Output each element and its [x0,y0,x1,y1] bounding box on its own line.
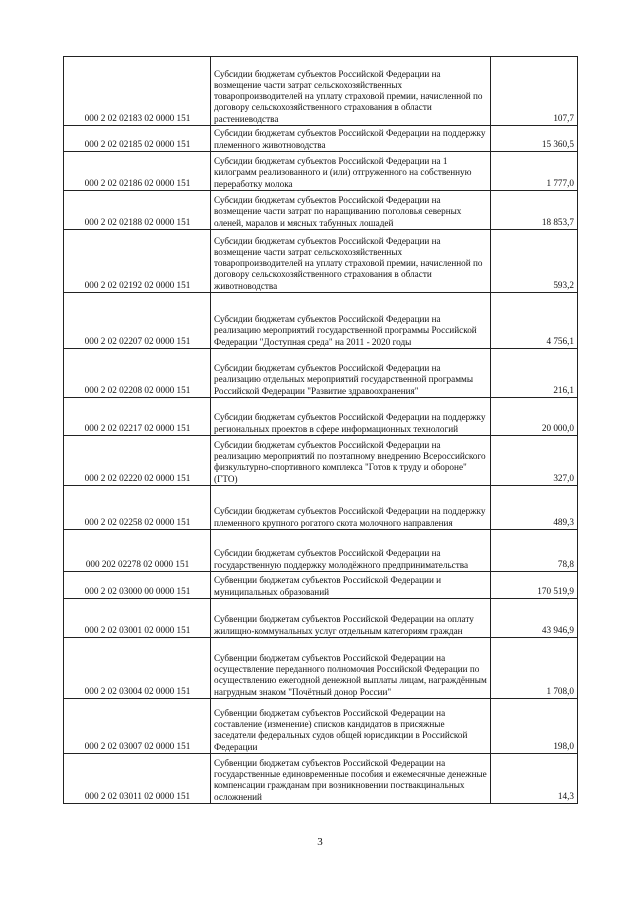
table-body [64,57,578,804]
amount-cell: 18 853,7 [491,191,578,230]
amount-cell: 107,7 [491,57,578,126]
description-cell: Субвенции бюджетам субъектов Российской Федерации и муниципальных образований [211,572,491,599]
table-row [64,398,578,436]
code-cell: 000 2 02 02186 02 0000 151 [64,152,211,191]
description-cell: Субсидии бюджетам субъектов Российской Федерации на поддержку племенного крупного рогатого скота молочного направления [211,486,491,530]
amount-cell: 489,3 [491,486,578,530]
code-cell: 000 2 02 03001 02 0000 151 [64,599,211,638]
code-cell: 000 2 02 02188 02 0000 151 [64,191,211,230]
amount-cell: 327,0 [491,436,578,486]
code-cell: 000 2 02 03011 02 0000 151 [64,754,211,804]
page-number: 3 [317,836,323,848]
amount-cell: 1 708,0 [491,638,578,699]
table-row [64,530,578,572]
code-cell: 000 2 02 02207 02 0000 151 [64,293,211,349]
description-cell: Субсидии бюджетам субъектов Российской Федерации на реализацию мероприятий государственной программы Российской Федерации "Доступная среда" на 2011 - 2020 годы [211,293,491,349]
table-row [64,486,578,530]
description-cell: Субвенции бюджетам субъектов Российской Федерации на составление (изменение) списков кандидатов в присяжные заседатели федеральных судов общей юрисдикции в Российской Федерации [211,699,491,754]
code-cell: 000 2 02 03000 00 0000 151 [64,572,211,599]
description-cell: Субсидии бюджетам субъектов Российской Федерации на возмещение части затрат сельскохозяйственных товаропроизводителей на уплату страховой премии, начисленной по договору сельскохозяйственного страхования в области животноводства [211,230,491,293]
description-cell: Субсидии бюджетам субъектов Российской Федерации на 1 килограмм реализованного и (или) отгруженного на собственную переработку молока [211,152,491,191]
code-cell: 000 2 02 02220 02 0000 151 [64,436,211,486]
budget-table [63,56,578,804]
description-cell: Субвенции бюджетам субъектов Российской Федерации на оплату жилищно-коммунальных услуг отдельным категориям граждан [211,599,491,638]
amount-cell: 198,0 [491,699,578,754]
code-cell: 000 2 02 02217 02 0000 151 [64,398,211,436]
table-row [64,230,578,293]
code-cell: 000 2 02 02185 02 0000 151 [64,126,211,152]
description-cell: Субсидии бюджетам субъектов Российской Федерации на возмещение части затрат по наращиванию поголовья северных оленей, маралов и мясных табунных лошадей [211,191,491,230]
table-row [64,754,578,804]
code-cell: 000 2 02 03007 02 0000 151 [64,699,211,754]
code-cell: 000 2 02 02208 02 0000 151 [64,349,211,398]
code-cell: 000 2 02 02258 02 0000 151 [64,486,211,530]
description-cell: Субсидии бюджетам субъектов Российской Федерации на реализацию мероприятий по поэтапному внедрению Всероссийского физкультурно-спортивного комплекса "Готов к труду и обороне" (ГТО) [211,436,491,486]
code-cell: 000 202 02278 02 0000 151 [64,530,211,572]
amount-cell: 14,3 [491,754,578,804]
table-row [64,599,578,638]
table-row [64,152,578,191]
amount-cell: 78,8 [491,530,578,572]
description-cell: Субвенции бюджетам субъектов Российской Федерации на государственные единовременные пособия и ежемесячные денежные компенсации гражданам при возникновении поствакцинальных осложнений [211,754,491,804]
table-row [64,436,578,486]
description-cell: Субсидии бюджетам субъектов Российской Федерации на государственную поддержку молодёжного предпринимательства [211,530,491,572]
description-cell: Субсидии бюджетам субъектов Российской Федерации на возмещение части затрат сельскохозяйственных товаропроизводителей на уплату страховой премии, начисленной по договору сельскохозяйственного страхования в области растениеводства [211,57,491,126]
code-cell: 000 2 02 02192 02 0000 151 [64,230,211,293]
description-cell: Субвенции бюджетам субъектов Российской Федерации на осуществление переданного полномочия Российской Федерации по осуществлению ежегодной денежной выплаты лицам, награждённым нагрудным знаком "Почётный донор России" [211,638,491,699]
table-row [64,638,578,699]
description-cell: Субсидии бюджетам субъектов Российской Федерации на поддержку региональных проектов в сфере информационных технологий [211,398,491,436]
description-cell: Субсидии бюджетам субъектов Российской Федерации на реализацию отдельных мероприятий государственной программы Российской Федерации "Развитие здравоохранения" [211,349,491,398]
amount-cell: 4 756,1 [491,293,578,349]
amount-cell: 593,2 [491,230,578,293]
amount-cell: 216,1 [491,349,578,398]
description-cell: Субсидии бюджетам субъектов Российской Федерации на поддержку племенного животноводства [211,126,491,152]
table-row [64,699,578,754]
amount-cell: 1 777,0 [491,152,578,191]
table-row [64,126,578,152]
amount-cell: 170 519,9 [491,572,578,599]
code-cell: 000 2 02 02183 02 0000 151 [64,57,211,126]
table-row [64,349,578,398]
code-cell: 000 2 02 03004 02 0000 151 [64,638,211,699]
amount-cell: 20 000,0 [491,398,578,436]
table-row [64,293,578,349]
amount-cell: 15 360,5 [491,126,578,152]
table-row [64,57,578,126]
table-row [64,572,578,599]
amount-cell: 43 946,9 [491,599,578,638]
table-row [64,191,578,230]
